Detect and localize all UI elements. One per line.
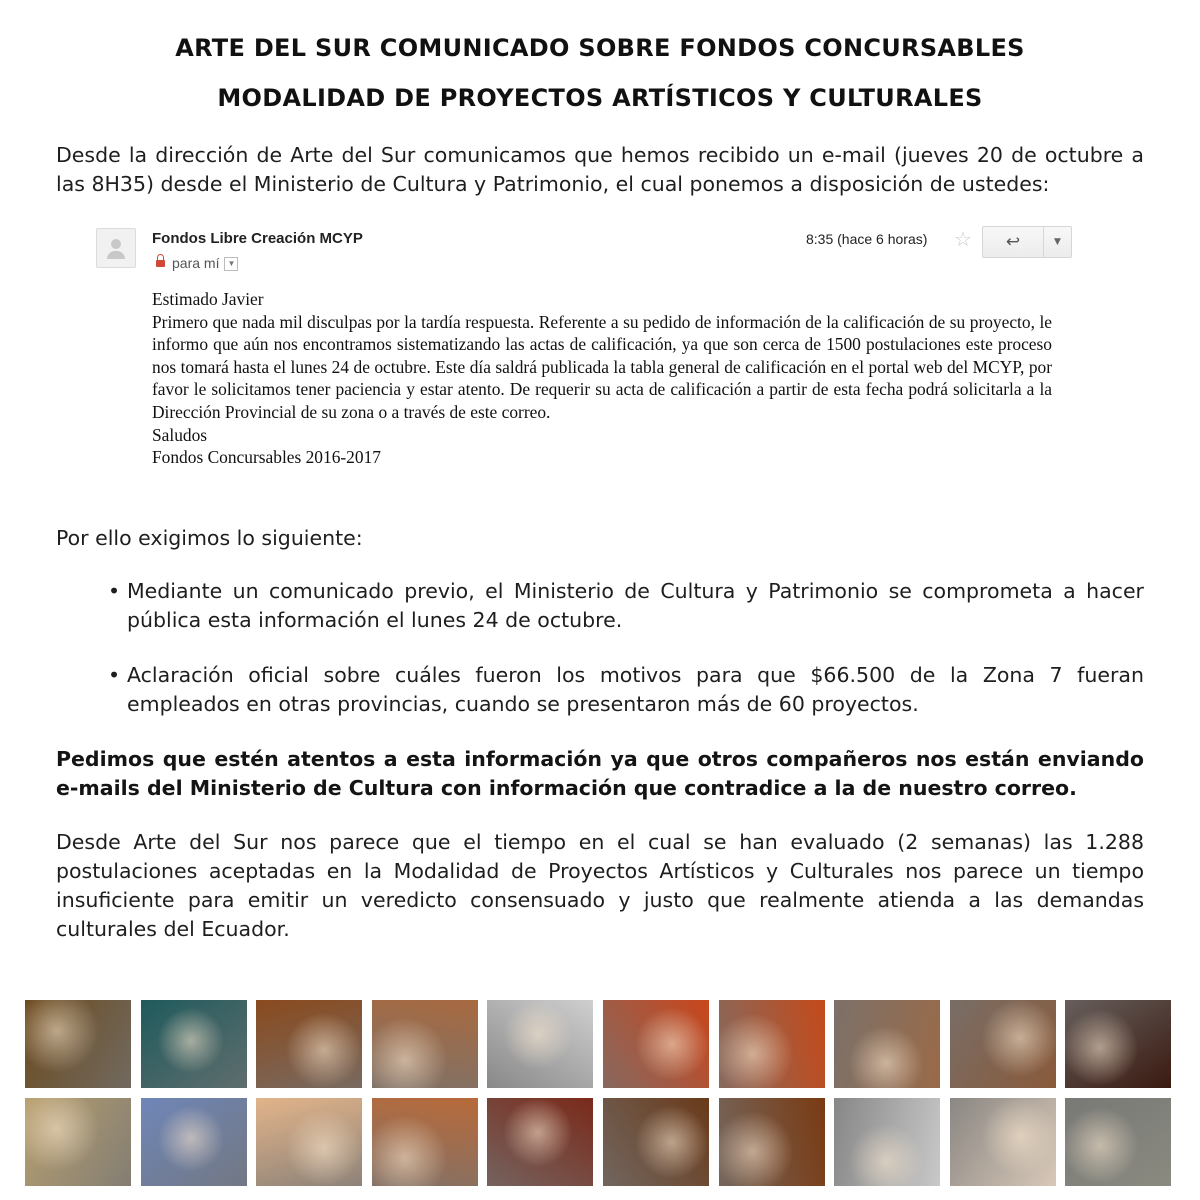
artwork-thumbnail [372,1000,478,1088]
artwork-thumbnail [25,1098,131,1186]
intro-paragraph: Desde la dirección de Arte del Sur comunicamos que hemos recibido un e-mail (jueves 20 de octubre a las 8H35) desde el Ministerio de Cultura y Patrimonio, el cual ponemos a disposición de ustedes: [56,143,1144,196]
artwork-thumbnail [834,1098,940,1186]
artwork-thumbnail [950,1000,1056,1088]
artwork-grid [25,1000,1175,1186]
artwork-thumbnail [372,1098,478,1186]
artwork-thumbnail [256,1098,362,1186]
star-icon[interactable]: ☆ [954,227,972,251]
email-signoff: Saludos [152,424,208,445]
artwork-thumbnail [719,1000,825,1088]
artwork-thumbnail [487,1098,593,1186]
artwork-thumbnail [603,1098,709,1186]
closing-paragraph: Desde Arte del Sur nos parece que el tiempo en el cual se han evaluado (2 semanas) las 1.288 postulaciones aceptadas en la Modalidad de Proyectos Artísticos y Culturales nos parece un tiempo insuficiente para emitir un veredicto consensuado y justo que realmente atienda a las demandas culturales del Ecuador. [56,830,1144,941]
email-recipient-row [156,255,238,271]
artwork-thumbnail [256,1000,362,1088]
email-signature: Fondos Concursables 2016-2017 [152,447,381,468]
artwork-thumbnail [603,1000,709,1088]
artwork-thumbnail [719,1098,825,1186]
artwork-thumbnail [25,1000,131,1088]
email-recipient: para mí [172,255,220,271]
artwork-thumbnail [141,1000,247,1088]
title-line-1: ARTE DEL SUR COMUNICADO SOBRE FONDOS CONCURSABLES [175,34,1025,62]
artwork-thumbnail [950,1098,1056,1186]
bullet-dot: • [108,579,121,603]
artwork-thumbnail [1065,1000,1171,1088]
artwork-thumbnail [487,1000,593,1088]
artwork-thumbnail [1065,1098,1171,1186]
bullet-item [108,661,1144,719]
email-body [152,288,1052,469]
artwork-thumbnail [141,1098,247,1186]
email-text: Primero que nada mil disculpas por la tardía respuesta. Referente a su pedido de información de la calificación de su proyecto, le informo que aún nos encontramos sistematizando las actas de calificación, ya que son cerca de 1500 postulaciones este proceso nos tomará hasta el lunes 24 de octubre. Este día saldrá publicada la tabla general de calificación en el portal web del MCYP, por favor le solicitamos tener paciencia y estar atento. De requerir su acta de calificación a partir de esta fecha podrá solicitarla a la Dirección Provincial de su zona o a través de este correo. [152,311,1052,422]
bullet-text: Mediante un comunicado previo, el Ministerio de Cultura y Patrimonio se comprometa a hacer pública esta información el lunes 24 de octubre. [127,579,1144,632]
reply-icon[interactable]: ↩ [1005,232,1021,252]
chevron-down-icon[interactable]: ▼ [1054,237,1061,247]
avatar-icon [96,228,136,268]
lock-icon [156,260,165,267]
bullet-text: Aclaración oficial sobre cuáles fueron los motivos para que $66.500 de la Zona 7 fueran empleados en otras provincias, cuando se presentaron más de 60 proyectos. [127,663,1144,716]
bullet-item [108,577,1144,635]
email-screenshot [96,226,1072,496]
email-sender: Fondos Libre Creación MCYP [152,230,363,247]
requests-intro: Por ello exigimos lo siguiente: [56,526,363,550]
bullet-dot: • [108,663,121,687]
title-line-2: MODALIDAD DE PROYECTOS ARTÍSTICOS Y CULTURALES [217,84,983,112]
email-time: 8:35 (hace 6 horas) [806,231,928,247]
dropdown-icon[interactable]: ▼ [224,257,238,271]
email-greeting: Estimado Javier [152,289,264,309]
reply-button-group [982,226,1072,258]
bold-notice: Pedimos que estén atentos a esta información ya que otros compañeros nos están enviando e-mails del Ministerio de Cultura con información que contradice a la de nuestro correo. [56,747,1144,800]
artwork-thumbnail [834,1000,940,1088]
